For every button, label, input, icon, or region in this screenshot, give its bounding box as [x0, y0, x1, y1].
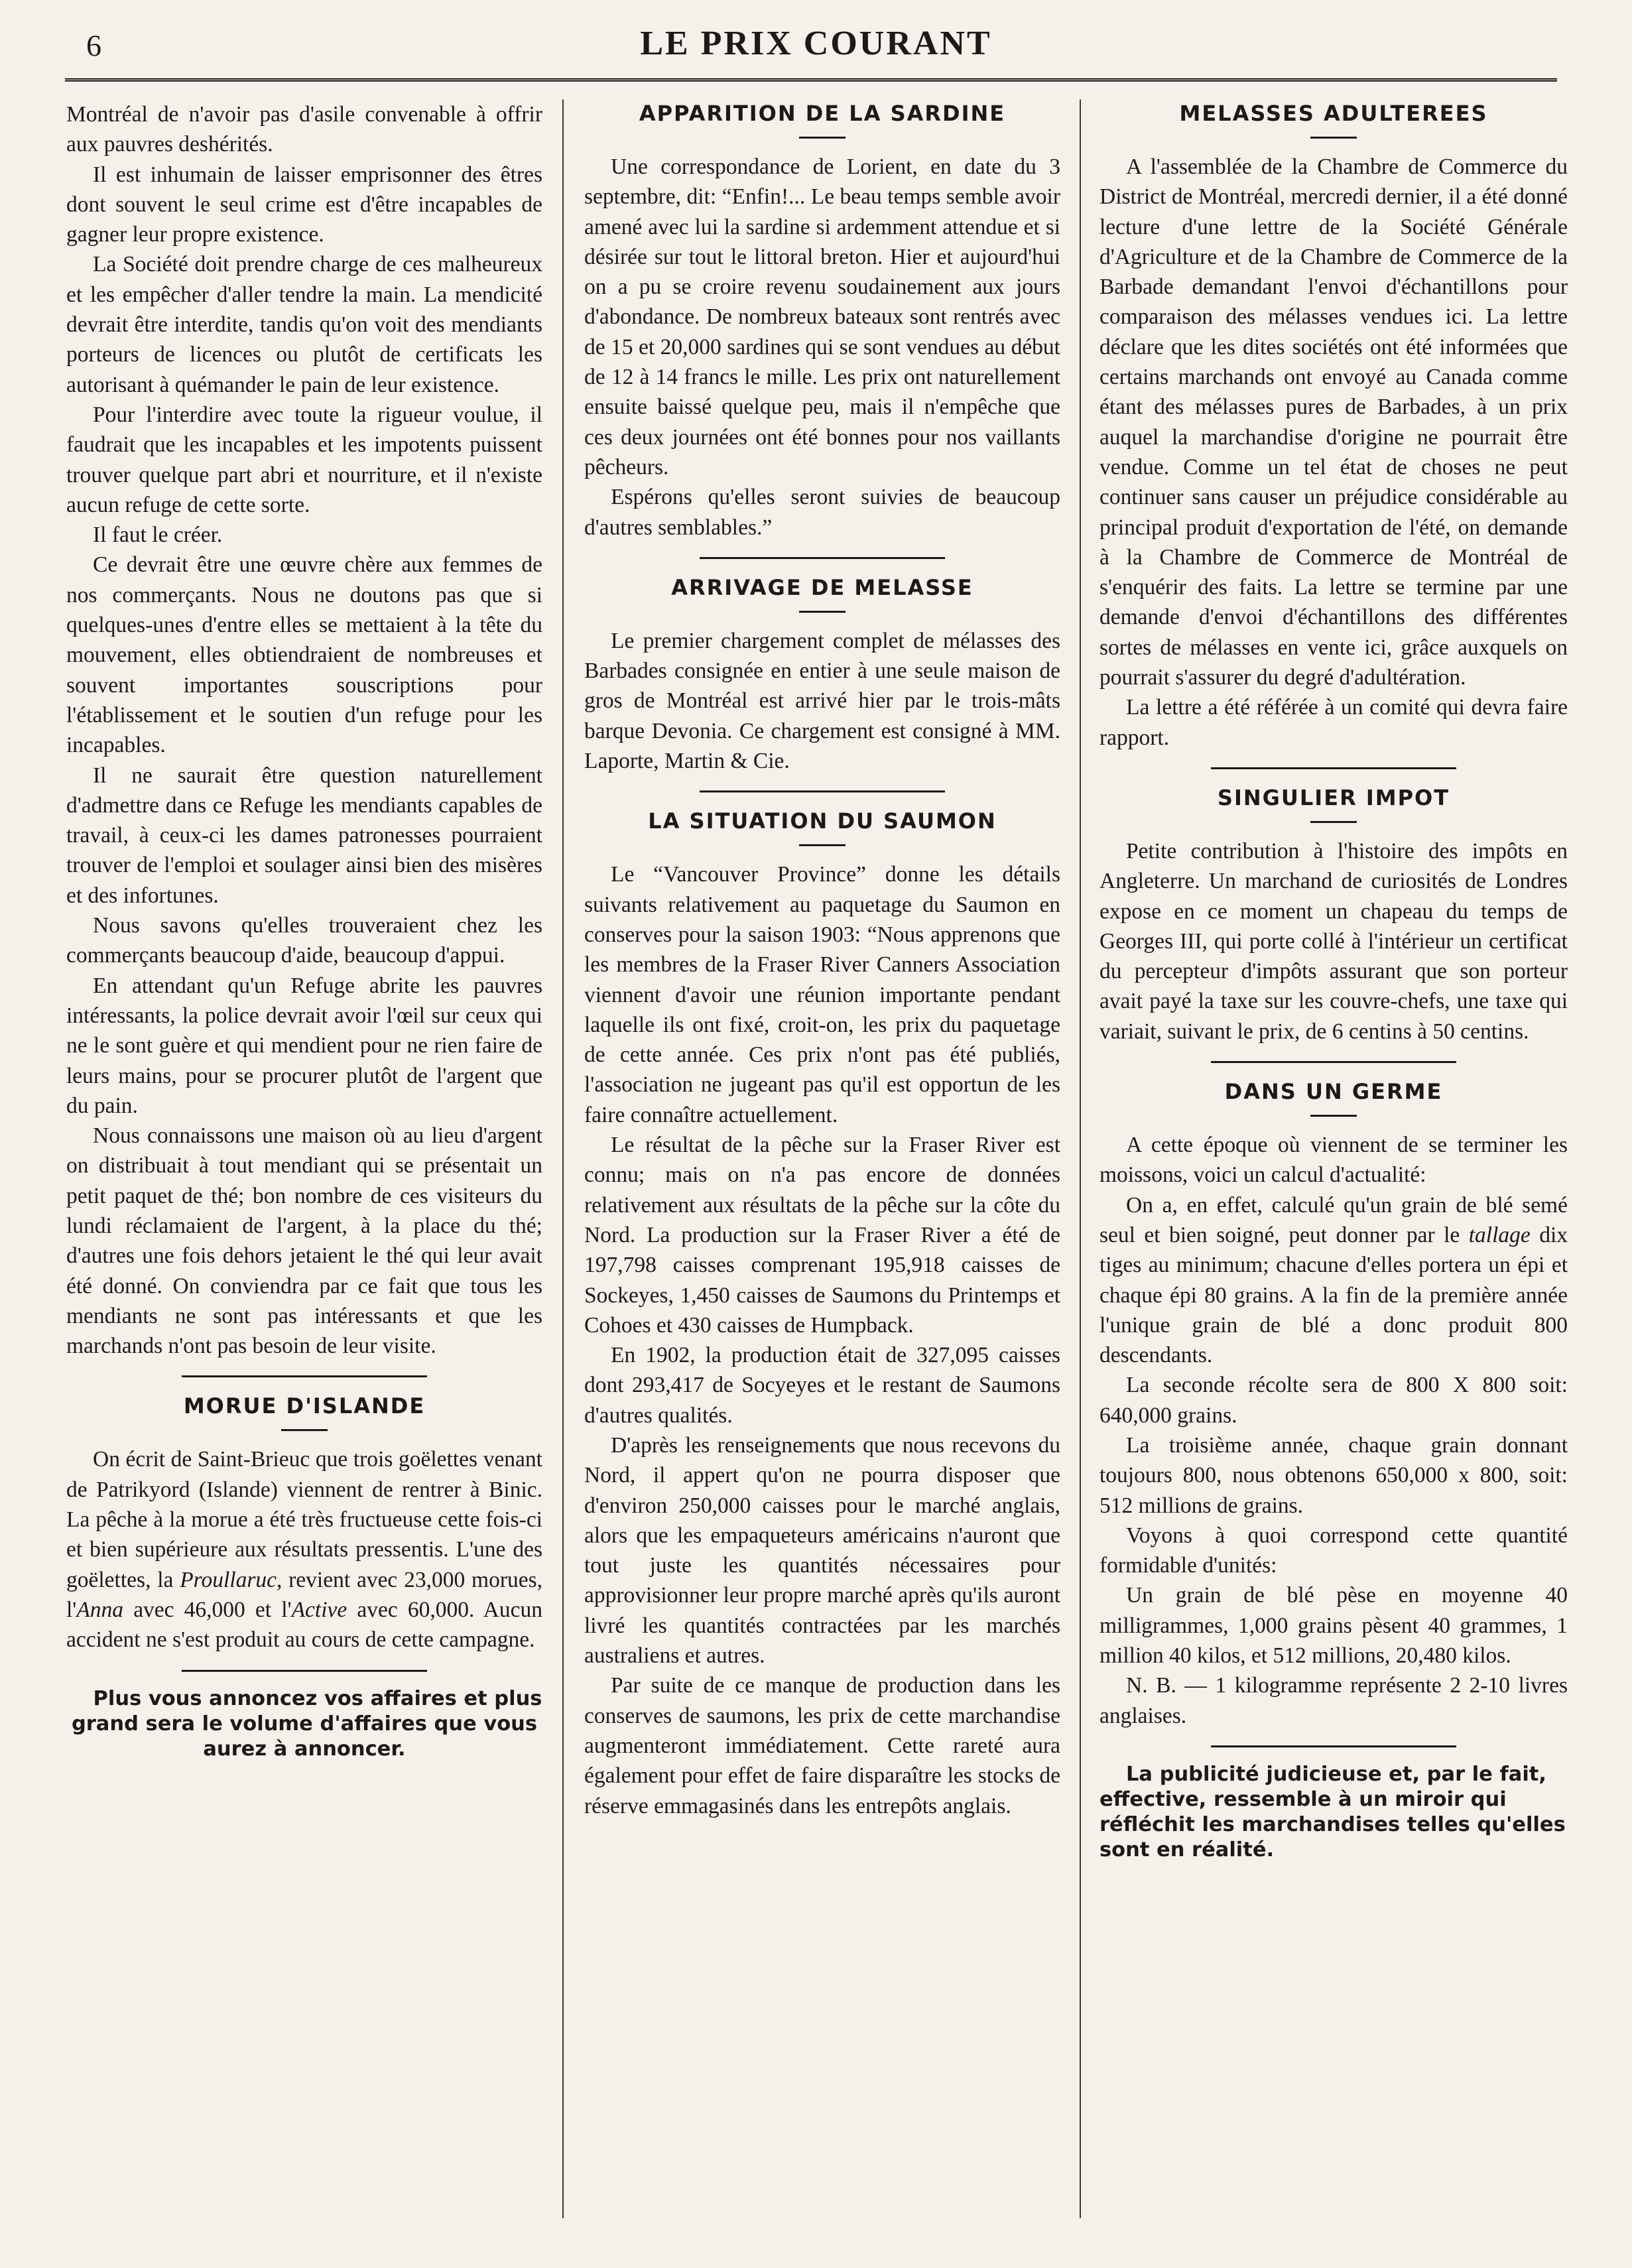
article-paragraph: Voyons à quoi correspond cette quantité formidable d'unités:: [1099, 1523, 1568, 1578]
article-separator: [700, 790, 945, 792]
column-2: [584, 99, 1060, 1821]
masthead-rule: [65, 78, 1557, 82]
col1-paragraph: La Société doit prendre charge de ces malheureux et les empêcher d'aller tendre la main. La mendicité devrait être interdite, tandis qu'on voit des mendiants porteurs de licences ou plutôt de certificats les autorisant à quémander le pain de leur existence.: [66, 252, 542, 397]
article-melasse: [584, 574, 1060, 776]
ship-name: Active: [291, 1597, 347, 1622]
col1-paragraph: En attendant qu'un Refuge abrite les pauvres intéressants, la police devrait avoir l'œil sur ceux qui ne le sont guère et qui mendient pour ne rien faire de leurs mains, pour se procurer plutôt de l'argent que du pain.: [66, 973, 542, 1118]
article-paragraph: Un grain de blé pèse en moyenne 40 milligrammes, 1,000 grains pèsent 40 grammes, 1 million 40 kilos, et 512 millions, 20,480 kilos.: [1099, 1583, 1568, 1669]
article-paragraph: Le résultat de la pêche sur la Fraser River est connu; mais on n'a pas encore de données relativement aux résultats de la pêche sur la côte du Nord. La production sur la Fraser River a été de 197,798 caisses comprenant 195,918 caisses de Sockeyes, 1,450 caisses de Saumons du Printemps et Cohoes et 430 caisses de Humpback.: [584, 1133, 1060, 1338]
article-paragraph: La troisième année, chaque grain donnant toujours 800, nous obtenons 650,000 x 800, soit: 512 millions de grains.: [1099, 1432, 1568, 1518]
advertising-note: Plus vous annoncez vos affaires et plus grand sera le volume d'affaires que vous aurez à annoncer.: [71, 1686, 542, 1761]
article-impot: [1099, 784, 1568, 1046]
article-paragraph: Une correspondance de Lorient, en date du 3 septembre, dit: “Enfin!... Le beau temps semble avoir amené avec lui la sardine si ardemment attendue et si désirée sur tout le littoral breton. Hier et aujourd'hui on a pu se croire revenu soudainement aux jours d'abondance. De nombreux bateaux sont rentrés avec de 15 et 20,000 sardines qui se sont vendues au début de 12 à 14 francs le mille. Les prix ont naturellement ensuite baissé quelque peu, mais il n'empêche que ces deux journées ont été bonnes pour nos vaillants pêcheurs.: [584, 155, 1060, 479]
col1-paragraph: Il faut le créer.: [93, 523, 223, 548]
masthead-title: LE PRIX COURANT: [640, 25, 992, 62]
article-title: APPARITION DE LA SARDINE: [639, 101, 1006, 126]
article-paragraph: Le premier chargement complet de mélasses des Barbades consignée en entier à une seule maison de gros de Montréal est arrivé hier par le trois-mâts barque Devonia. Ce chargement est consigné à MM. Laporte, Martin & Cie.: [584, 628, 1060, 774]
article-paragraph: A cette époque où viennent de se terminer les moissons, voici un calcul d'actualité:: [1099, 1133, 1568, 1188]
article-title: LA SITUATION DU SAUMON: [648, 808, 997, 834]
article-paragraph: Par suite de ce manque de production dans les conserves de saumons, les prix de cette marchandise augmenteront immédiatement. Cette rareté aura également pour effet de faire disparaître les stocks de réserve emmagasinés dans les entrepôts anglais.: [584, 1673, 1060, 1818]
title-rule: [1310, 137, 1357, 139]
article-title: DANS UN GERME: [1224, 1079, 1443, 1105]
article-paragraph: N. B. — 1 kilogramme représente 2 2-10 livres anglaises.: [1099, 1673, 1568, 1728]
col1-paragraph: Pour l'interdire avec toute la rigueur voulue, il faudrait que les incapables et les impotents puissent trouver quelque part abri et nourriture, et il n'existe aucun refuge de cette sorte.: [66, 402, 542, 517]
article-paragraph: En 1902, la production était de 327,095 caisses dont 293,417 de Socyeyes et le restant de Saumons d'autres qualités.: [584, 1343, 1060, 1428]
text-run: dix tiges au minimum; chacune d'elles portera un épi et chaque épi 80 grains. A la fin de la première année l'unique grain de blé a donc produit 800 descendants.: [1099, 1222, 1568, 1368]
col1-paragraph: Il ne saurait être question naturellement d'admettre dans ce Refuge les mendiants capables de travail, à ceux-ci les dames patronesses pourraient trouver de l'emploi et soulager ainsi bien des misères et des infortunes.: [66, 763, 542, 908]
column-divider-1: [562, 99, 564, 2218]
column-3: [1099, 99, 1568, 1863]
article-paragraph: [1099, 1190, 1568, 1371]
column-divider-2: [1080, 99, 1081, 2218]
title-rule: [281, 1429, 328, 1431]
page-number: 6: [86, 29, 101, 62]
article-melasses-adulterees: [1099, 99, 1568, 753]
italic-term: tallage: [1468, 1222, 1531, 1247]
text-run: avec 60,000. Aucun accident ne s'est produit au cours de cette campagne.: [66, 1597, 542, 1653]
title-rule: [799, 611, 846, 613]
article-separator: [1211, 1061, 1456, 1063]
article-germe: [1099, 1078, 1568, 1731]
text-run: On a, en effet, calculé qu'un grain de blé semé seul et bien soigné, peut donner par le: [1099, 1192, 1568, 1247]
article-paragraph: D'après les renseignements que nous recevons du Nord, il appert qu'on ne pourra disposer que d'environ 250,000 caisses pour le marché anglais, alors que les empaqueteurs américains n'auront que tout juste les quantités nécessaires pour approvisionner leur propre marché après qu'ils auront livré les quantités contractées par les marchés australiens et autres.: [584, 1432, 1060, 1669]
article-separator: [1211, 1745, 1456, 1747]
ship-name: Proullaruc: [180, 1567, 277, 1592]
article-paragraph: Le “Vancouver Province” donne les détails suivants relativement au paquetage du Saumon en conserves pour la saison 1903: “Nous apprenons que les membres de la Fraser River Canners Association viennent d'avoir une réunion importante pendant laquelle ils ont fixé, croit-on, les prix du paquetage de cette année. Ces prix n'ont pas été publiés, l'association ne jugeant pas qu'il est opportun de les faire connaître actuellement.: [584, 862, 1060, 1127]
title-rule: [799, 137, 846, 139]
article-separator: [182, 1375, 427, 1377]
article-separator: [182, 1670, 427, 1672]
article-sardine: [584, 99, 1060, 542]
col1-paragraph: Ce devrait être une œuvre chère aux femmes de nos commerçants. Nous ne doutons pas que si quelques-unes d'entre elles se mettaient à la tête du mouvement, elles obtiendraient de nombreuses et souvent importantes souscriptions pour l'établissement et le soutien d'un refuge pour les incapables.: [66, 552, 542, 758]
text-run: avec 46,000 et l': [123, 1597, 292, 1622]
text-run: On écrit de Saint-Brieuc que trois goëlettes venant de Patrikyord (Islande) viennent de rentrer à Binic. La pêche à la morue a été très fructueuse cette fois-ci et bien supérieure aux résultats pressentis. L'une des goëlettes, la: [66, 1447, 542, 1592]
ship-name: Anna: [76, 1597, 124, 1622]
article-title: SINGULIER IMPOT: [1217, 785, 1450, 810]
col1-paragraph: Il est inhumain de laisser emprisonner des êtres dont souvent le seul crime est d'être incapables de gagner leur propre existence.: [66, 162, 542, 247]
col1-paragraph: Nous connaissons une maison où au lieu d'argent on distribuait à tout mendiant qui se présentait un petit paquet de thé; bon nombre de ces visiteurs du lundi réclamaient de l'argent, à la place du thé; d'autres une fois dehors jetaient le thé qui leur avait été donné. On conviendra par ce fait que tous les mendiants ne sont pas intéressants et que les marchands n'ont pas besoin de leur visite.: [66, 1123, 542, 1359]
article-title: MELASSES ADULTEREES: [1179, 101, 1488, 126]
article-paragraph: La seconde récolte sera de 800 X 800 soit: 640,000 grains.: [1099, 1373, 1568, 1428]
article-paragraph: Espérons qu'elles seront suivies de beaucoup d'autres semblables.”: [584, 485, 1060, 540]
article-paragraph: La lettre a été référée à un comité qui devra faire rapport.: [1099, 695, 1568, 750]
text-run: , revient avec 23,000 morues, l': [66, 1567, 542, 1622]
article-paragraph: A l'assemblée de la Chambre de Commerce du District de Montréal, mercredi dernier, il a été donné lecture d'une lettre de la Société Générale d'Agriculture et de la Chambre de Commerce de la Barbade demandant l'envoi d'échantillons pour comparaison des mélasses vendues ici. La lettre déclare que les dites sociétés ont été informées que certains marchands ont envoyé au Canada comme étant des mélasses pures de Barbades, à un prix auquel la marchandise d'origine ne pourrait être vendue. Comme un tel état de choses ne peut continuer sans causer un préjudice considérable au principal produit d'exportation de l'été, on demande à la Chambre de Commerce de Montréal de s'enquérir des faits. La lettre se termine par une demande d'envoi d'échantillons des différentes sortes de mélasses en vente ici, grâce auxquels on pourrait s'assurer du degré d'adultération.: [1099, 155, 1568, 690]
article-saumon: [584, 807, 1060, 1821]
advertising-note: La publicité judicieuse et, par le fait, effective, ressemble à un miroir qui réfléchit les marchandises telles qu'elles sont en réalité.: [1099, 1762, 1566, 1861]
column-1: [66, 99, 542, 1762]
article-paragraph: Petite contribution à l'histoire des impôts en Angleterre. Un marchand de curiosités de Londres expose en ce moment un chapeau du temps de Georges III, qui porte collé à l'intérieur un certificat du percepteur d'impôts assurant que son porteur avait payé la taxe sur les couvre-chefs, une taxe qui variait, suivant le prix, de 6 centins à 50 centins.: [1099, 838, 1568, 1044]
col1-paragraph: Nous savons qu'elles trouveraient chez les commerçants beaucoup d'aide, beaucoup d'appui.: [66, 913, 542, 968]
article-morue: [66, 1392, 542, 1655]
title-rule: [1310, 821, 1357, 823]
article-separator: [1211, 767, 1456, 769]
article-separator: [700, 557, 945, 559]
article-title: ARRIVAGE DE MELASSE: [671, 574, 973, 600]
title-rule: [1310, 1115, 1357, 1117]
title-rule: [799, 844, 846, 846]
article-paragraph: [66, 1444, 542, 1655]
article-title: MORUE D'ISLANDE: [183, 1393, 426, 1419]
col1-paragraph: Montréal de n'avoir pas d'asile convenable à offrir aux pauvres deshérités.: [66, 102, 542, 157]
